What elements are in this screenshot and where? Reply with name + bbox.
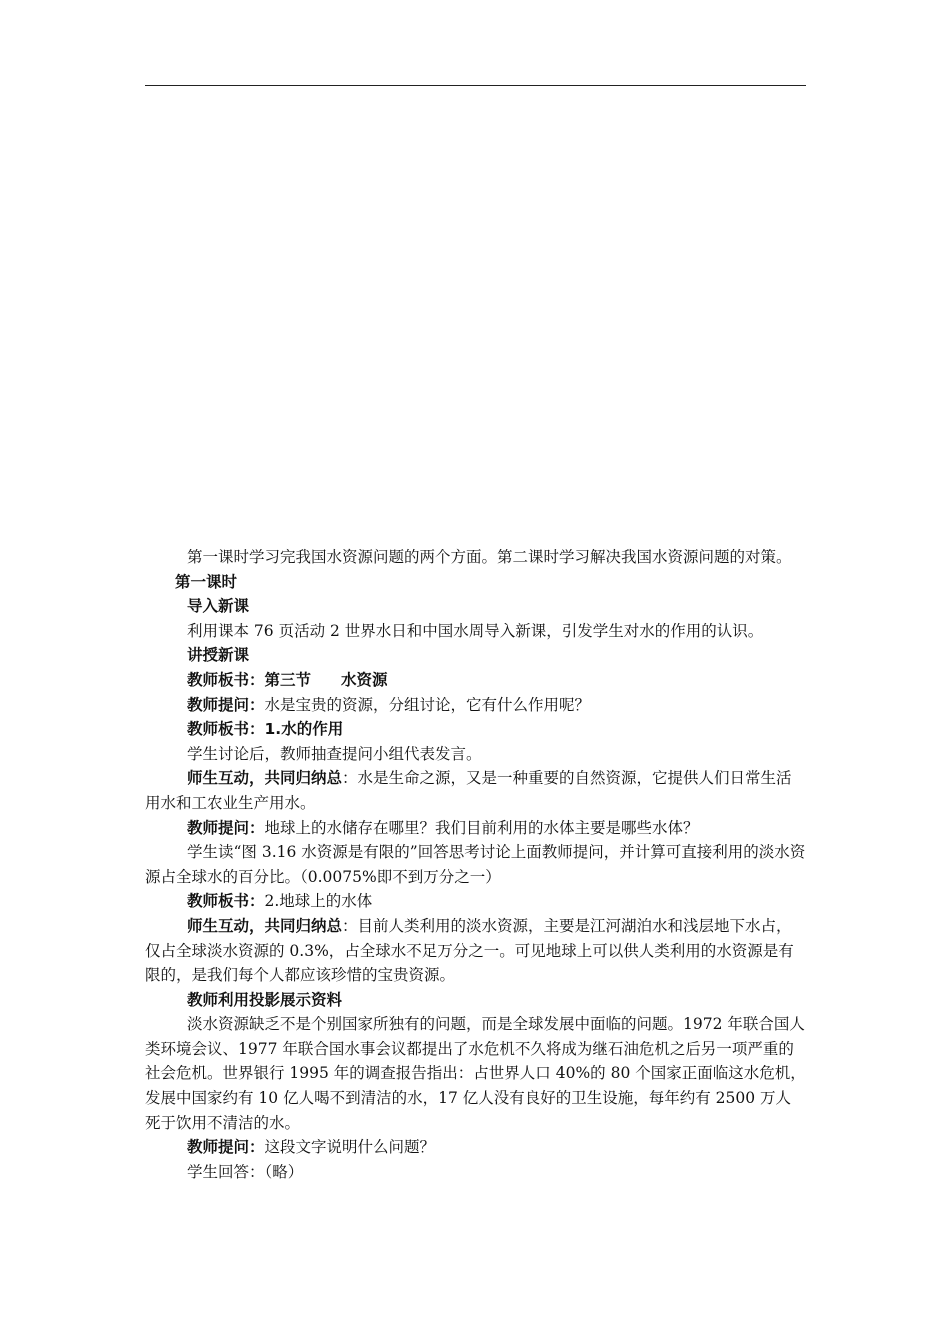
discussion-note: 学生讨论后，教师抽查提问小组代表发言。 <box>187 744 482 763</box>
board-label: 教师板书： <box>187 670 265 689</box>
projection-text: 淡水资源缺乏不是个别国家所独有的问题，而是全球发展中面临的问题。1972 年联合国人类环境会议、1977 年联合国水事会议都提出了水危机不久将成为继石油危机之后另一项严重的社会危机。世界银行 1995 年的调查报告指出：占世界人口 40%的 80 个国家正面临这水危机，发展中国家约有 10 亿人喝不到清洁的水，17 亿人没有良好的卫生设施，每年约有 2500 万人死于饮用不清洁的水。 <box>145 1015 806 1132</box>
projection-heading: 教师利用投影展示资料 <box>187 990 343 1009</box>
document-body <box>145 545 806 1184</box>
header-rule <box>145 85 806 86</box>
section-label: 第三节 <box>264 670 312 689</box>
summary-text: ：目前人类利用的淡水资源，主要是江河湖泊水和浅层地下水占，仅占全球淡水资源的 0.3%，占全球水不足万分之一。可见地球上可以供人类利用的水资源是有限的，是我们每个人都应该珍惜的宝贵资源。 <box>145 916 794 985</box>
summary-label: 师生互动，共同归纳总 <box>187 916 343 935</box>
board-text: 2.地球上的水体 <box>264 892 373 911</box>
board-label: 教师板书： <box>187 892 265 911</box>
question-label: 教师提问： <box>187 695 265 714</box>
student-answer: 学生回答：（略） <box>187 1162 304 1181</box>
board-label: 教师板书： <box>187 720 265 739</box>
teach-heading: 讲授新课 <box>187 646 250 665</box>
question-2 <box>145 816 806 841</box>
question-label: 教师提问： <box>187 818 265 837</box>
board-note-1 <box>145 668 806 693</box>
question-label: 教师提问： <box>187 1138 265 1157</box>
board-text: 1.水的作用 <box>264 720 344 739</box>
question-text: 地球上的水储存在哪里？我们目前利用的水体主要是哪些水体？ <box>264 818 699 837</box>
question-3 <box>145 1135 806 1160</box>
question-text: 这段文字说明什么问题？ <box>264 1138 436 1157</box>
question-text: 水是宝贵的资源，分组讨论，它有什么作用呢？ <box>264 695 591 714</box>
reading-task: 学生读“图 3.16 水资源是有限的”回答思考讨论上面教师提问，并计算可直接利用的淡水资源占全球水的百分比。（0.0075%即不到万分之一） <box>145 843 806 886</box>
board-note-3 <box>145 889 806 914</box>
lead-in-heading: 导入新课 <box>187 597 250 616</box>
summary-1 <box>145 766 806 815</box>
lead-in-text: 利用课本 76 页活动 2 世界水日和中国水周导入新课，引发学生对水的作用的认识。 <box>187 621 764 640</box>
section-title: 水资源 <box>341 670 388 689</box>
intro-paragraph: 第一课时学习完我国水资源问题的两个方面。第二课时学习解决我国水资源问题的对策。 <box>187 548 792 566</box>
question-1 <box>145 693 806 718</box>
summary-label: 师生互动，共同归纳总 <box>187 769 343 788</box>
summary-text: ：水是生命之源，又是一种重要的自然资源，它提供人们日常生活用水和工农业生产用水。 <box>145 769 792 812</box>
board-note-2 <box>145 717 806 742</box>
summary-2 <box>145 914 806 988</box>
lesson-title: 第一课时 <box>175 572 238 591</box>
